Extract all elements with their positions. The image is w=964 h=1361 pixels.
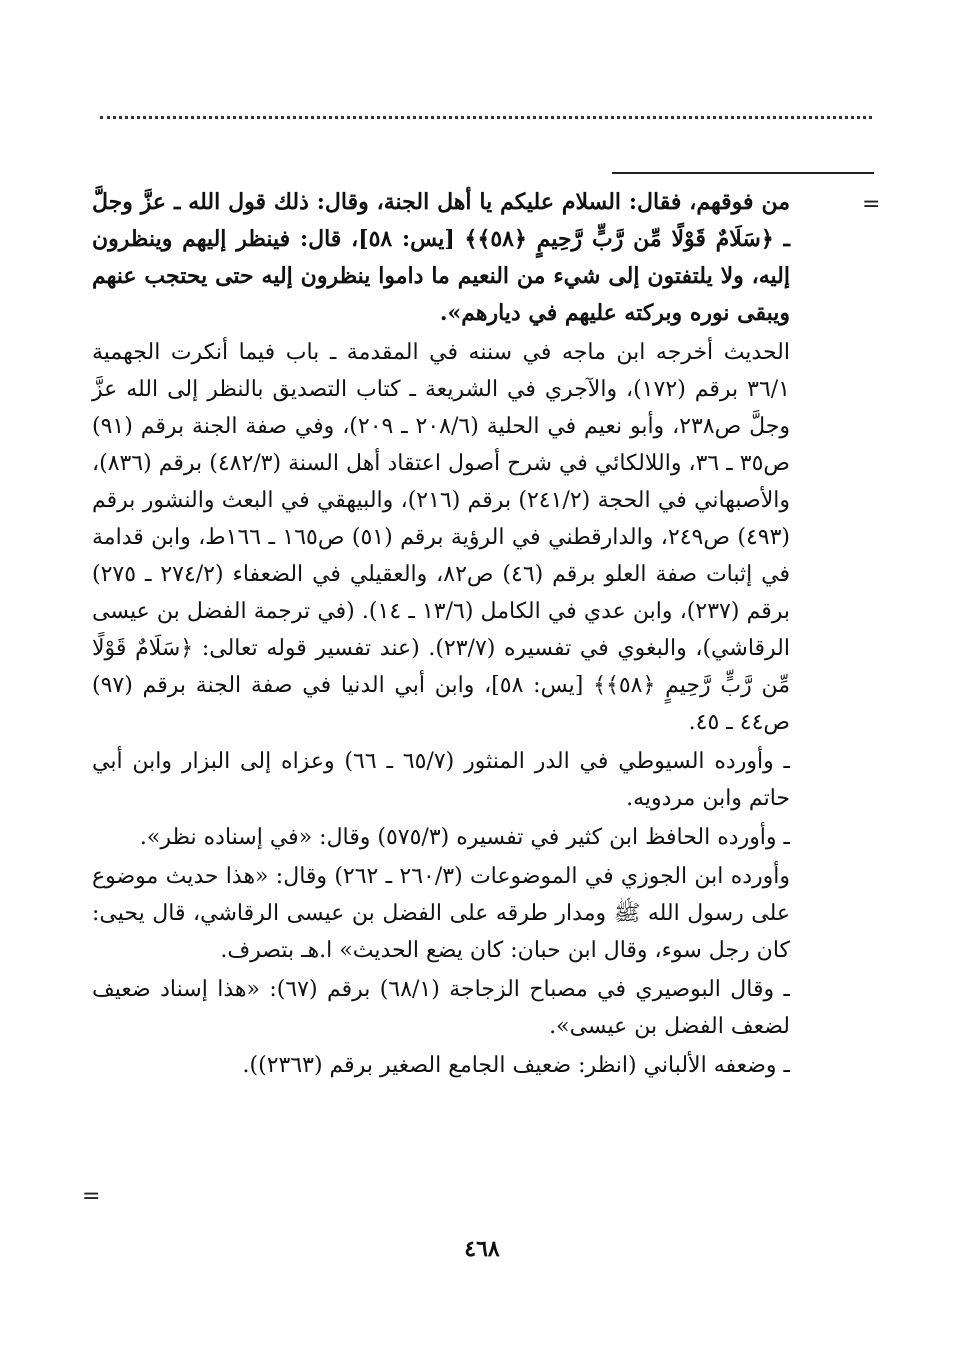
albani-paragraph: ـ وضعفه الألباني (انظر: ضعيف الجامع الصغير برقم (٢٣٦٣)). [242, 1053, 790, 1078]
takhrij-paragraph: الحديث أخرجه ابن ماجه في سننه في المقدمة ـ باب فيما أنكرت الجهمية ٣٦/١ برقم (١٧٢)، والآجري في الشريعة ـ كتاب التصديق بالنظر إلى الله عزَّ وجلَّ ص٢٣٨، وأبو نعيم في الحلية (٢٠٨/٦ ـ ٢٠٩)، وفي صفة الجنة برقم (٩١) ص٣٥ ـ ٣٦، واللالكائي في شرح أصول اعتقاد أهل السنة (٤٨٢/٣) برقم (٨٣٦)، والأصبهاني في الحجة (٢٤١/٢) برقم (٢١٦)، والبيهقي في البعث والنشور برقم (٤٩٣) ص٢٤٩، والدارقطني في الرؤية برقم (٥١) ص١٦٥ ـ ١٦٦ط، وابن قدامة في إثبات صفة العلو برقم (٤٦) ص٨٢، والعقيلي في الضعفاء (٢٧٤/٢ ـ ٢٧٥) برقم (٢٣٧)، وابن عدي في الكامل (١٣/٦ ـ ١٤). (في ترجمة الفضل بن عيسى الرقاشي)، والبغوي في تفسيره (٢٣/٧). (عند تفسير قوله تعالى: ﴿سَلَامٌ قَوْلًا مِّن رَّبٍّ رَّحِيمٍ ﴿٥٨﴾﴾ [يس: ٥٨]، وابن أبي الدنيا في صفة الجنة برقم (٩٧) ص٤٤ ـ ٤٥. [92, 340, 791, 735]
hadith-continuation-paragraph: من فوقهم، فقال: السلام عليكم يا أهل الجنة، وقال: ذلك قول الله ـ عزَّ وجلَّ ـ ﴿سَلَامٌ قَوْلًا مِّن رَّبٍّ رَّحِيمٍ ﴿٥٨﴾﴾ [يس: ٥٨]، قال: فينظر إليهم وينظرون إليه، ولا يلتفتون إلى شيء من النعيم ما داموا ينظرون إليه حتى يحتجب عنهم ويبقى نوره وبركته عليهم في ديارهم». [92, 189, 790, 326]
continuation-mark-start: = [862, 192, 881, 217]
continuation-mark-end: = [82, 1184, 101, 1209]
footnote-text [92, 184, 790, 1084]
suyuti-paragraph: ـ وأورده السيوطي في الدر المنثور (٦٥/٧ ـ ٦٦) وعزاه إلى البزار وابن أبي حاتم وابن مردويه. [92, 749, 790, 811]
ibn-kathir-paragraph: ـ وأورده الحافظ ابن كثير في تفسيره (٥٧٥/٣) وقال: «في إسناده نظر». [139, 825, 790, 850]
footnote-rule [612, 172, 874, 174]
dotted-separator [100, 116, 872, 119]
page-number: ٤٦٨ [464, 1236, 500, 1262]
busiri-paragraph: ـ وقال البوصيري في مصباح الزجاجة (٦٨/١) برقم (٦٧): «هذا إسناد ضعيف لضعف الفضل بن عيسى». [92, 977, 790, 1039]
ibn-jawzi-paragraph: وأورده ابن الجوزي في الموضوعات (٢٦٠/٣ ـ ٢٦٢) وقال: «هذا حديث موضوع على رسول الله ﷺ ومدار طرقه على الفضل بن عيسى الرقاشي، قال يحيى: كان رجل سوء، وقال ابن حبان: كان يضع الحديث» ا.هـ بتصرف. [92, 864, 790, 963]
